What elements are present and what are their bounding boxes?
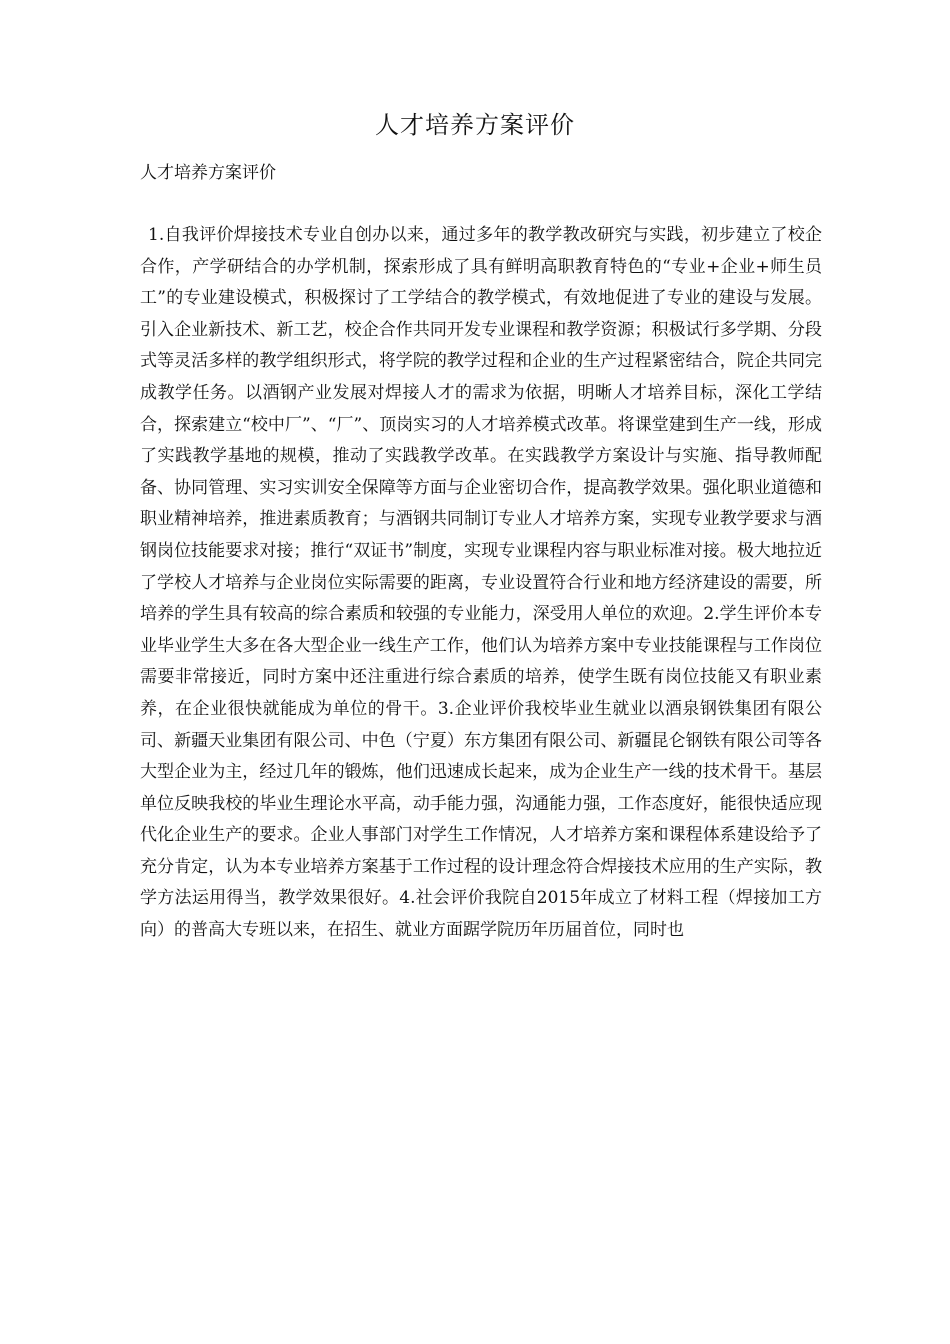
document-body-paragraph: 1.自我评价焊接技术专业自创办以来，通过多年的教学教改研究与实践，初步建立了校企合作，产学研结合的办学机制，探索形成了具有鲜明高职教育特色的“专业+企业+师生员工”的专业建设模式，积极探讨了工学结合的教学模式，有效地促进了专业的建设与发展。引入企业新技术、新工艺，校企合作共同开发专业课程和教学资源；积极试行多学期、分段式等灵活多样的教学组织形式，将学院的教学过程和企业的生产过程紧密结合，院企共同完成教学任务。以酒钢产业发展对焊接人才的需求为依据，明晰人才培养目标，深化工学结合，探索建立“校中厂”、“厂”、顶岗实习的人才培养模式改革。将课堂建到生产一线，形成了实践教学基地的规模，推动了实践教学改革。在实践教学方案设计与实施、指导教师配备、协同管理、实习实训安全保障等方面与企业密切合作，提高教学效果。强化职业道德和职业精神培养，推进素质教育；与酒钢共同制订专业人才培养方案，实现专业教学要求与酒钢岗位技能要求对接；推行“双证书”制度，实现专业课程内容与职业标准对接。极大地拉近了学校人才培养与企业岗位实际需要的距离，专业设置符合行业和地方经济建设的需要，所培养的学生具有较高的综合素质和较强的专业能力，深受用人单位的欢迎。2.学生评价本专业毕业学生大多在各大型企业一线生产工作，他们认为培养方案中专业技能课程与工作岗位需要非常接近，同时方案中还注重进行综合素质的培养，使学生既有岗位技能又有职业素养，在企业很快就能成为单位的骨干。3.企业评价我校毕业生就业以酒泉钢铁集团有限公司、新疆天业集团有限公司、中色（宁夏）东方集团有限公司、新疆昆仑钢铁有限公司等各大型企业为主，经过几年的锻炼，他们迅速成长起来，成为企业生产一线的技术骨干。基层单位反映我校的毕业生理论水平高，动手能力强，沟通能力强，工作态度好，能很快适应现代化企业生产的要求。企业人事部门对学生工作情况，人才培养方案和课程体系建设给予了充分肯定，认为本专业培养方案基于工作过程的设计理念符合焊接技术应用的生产实际，教学方法运用得当，教学效果很好。4.社会评价我院自2015年成立了材料工程（焊接加工方向）的普高大专班以来，在招生、就业方面踞学院历年历届首位，同时也 bbox=[140, 225, 822, 941]
document-title: 人才培养方案评价 bbox=[375, 111, 575, 139]
document-subtitle: 人才培养方案评价 bbox=[140, 163, 276, 183]
